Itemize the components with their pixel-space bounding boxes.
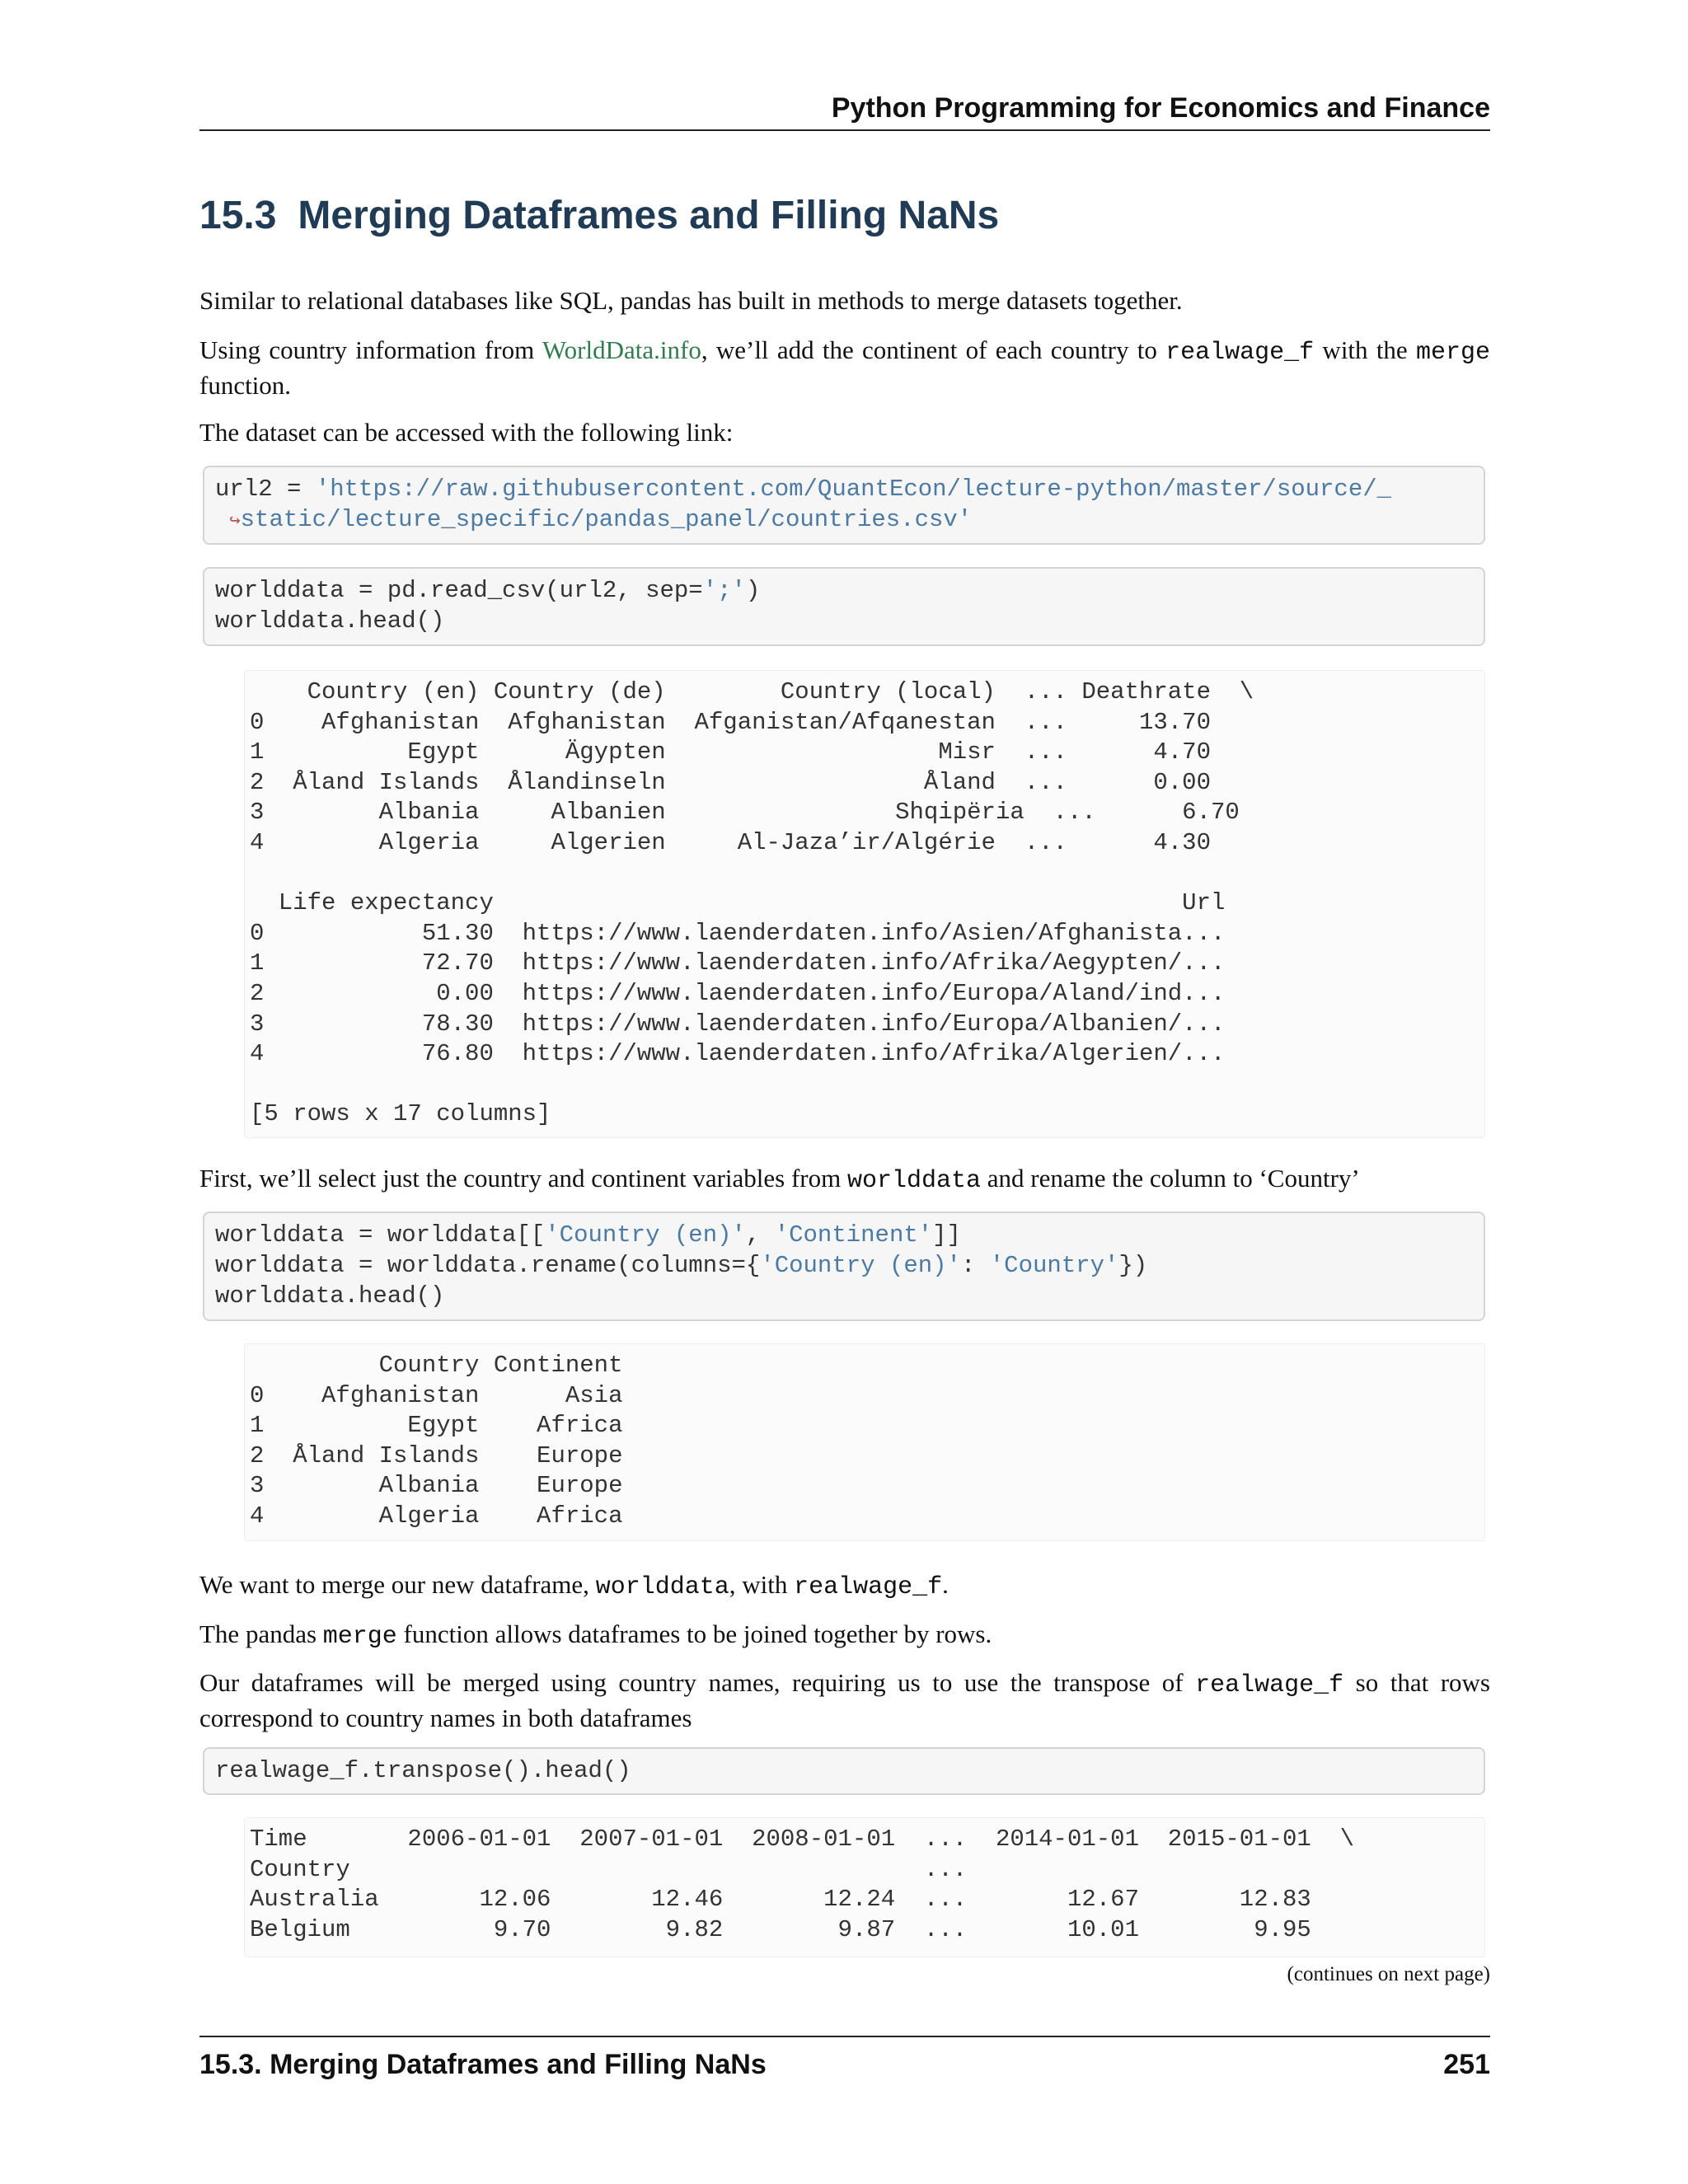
code-line: realwage_f.transpose().head() bbox=[215, 1757, 631, 1784]
inline-code: merge bbox=[322, 1623, 397, 1651]
output-text: Time 2006-01-01 2007-01-01 2008-01-01 ... 2014-01-01 2015-01-01 \ Country ... Australia 12.06 12.46 12.24 ... 12.67 12.83 Belgium 9.70 9.82 9.87 ... 10.01 9.95 bbox=[250, 1825, 1355, 1943]
section-number: 15.3 bbox=[199, 194, 277, 237]
code-line: worlddata = pd.read_csv(url2, sep=';') bbox=[215, 577, 761, 604]
paragraph-intro: Similar to relational databases like SQL, pandas has built in methods to merge datasets together. bbox=[199, 286, 1183, 315]
code-cell-read-csv[interactable] bbox=[203, 567, 1485, 646]
line-continuation-icon: ↪ bbox=[229, 511, 241, 532]
paragraph-select-columns: First, we’ll select just the country and continent variables from worlddata and rename the column to ‘Country’ bbox=[199, 1164, 1360, 1195]
header-rule bbox=[199, 129, 1490, 131]
page-number: 251 bbox=[1443, 2049, 1490, 2080]
code-cell-transpose[interactable] bbox=[203, 1747, 1485, 1795]
code-line: worlddata.head() bbox=[215, 1282, 445, 1310]
inline-code: worlddata bbox=[595, 1573, 729, 1601]
output-worlddata-head bbox=[244, 670, 1485, 1138]
code-line: url2 = 'https://raw.githubusercontent.com/QuantEcon/lecture-python/master/source/_ bbox=[215, 476, 1392, 503]
inline-code: realwage_f bbox=[1165, 339, 1315, 367]
section-title-text: Merging Dataframes and Filling NaNs bbox=[298, 194, 1000, 237]
inline-code: merge bbox=[1415, 339, 1490, 367]
code-cell-url[interactable] bbox=[203, 466, 1485, 545]
code-line: ↪static/lecture_specific/pandas_panel/countries.csv' bbox=[229, 506, 973, 533]
paragraph-transpose: Our dataframes will be merged using country names, requiring us to use the transpose of realwage_f so that rows correspond to country names in both dataframes bbox=[199, 1668, 1490, 1732]
output-worlddata-subset bbox=[244, 1343, 1485, 1541]
code-line: worlddata = worlddata.rename(columns={'Country (en)': 'Country'}) bbox=[215, 1252, 1148, 1279]
document-page bbox=[199, 0, 1490, 2184]
paragraph-worlddata: Using country information from WorldData.info, we’ll add the continent of each country to realwage_f with the merge function. bbox=[199, 335, 1490, 400]
running-header: Python Programming for Economics and Finance bbox=[831, 92, 1490, 124]
footer-rule bbox=[199, 2036, 1490, 2037]
footer-section: 15.3. Merging Dataframes and Filling NaNs bbox=[199, 2049, 767, 2080]
paragraph-dataset-link: The dataset can be accessed with the following link: bbox=[199, 418, 734, 447]
output-transpose-head bbox=[244, 1817, 1485, 1957]
worlddata-link[interactable]: WorldData.info bbox=[542, 335, 701, 364]
inline-code: realwage_f bbox=[794, 1573, 943, 1601]
inline-code: worlddata bbox=[847, 1167, 982, 1195]
code-cell-rename[interactable] bbox=[203, 1212, 1485, 1321]
paragraph-merge-function: The pandas merge function allows dataframes to be joined together by rows. bbox=[199, 1619, 992, 1651]
continues-note: (continues on next page) bbox=[1287, 1963, 1490, 1985]
output-text: Country Continent 0 Afghanistan Asia 1 Egypt Africa 2 Åland Islands Europe 3 Albania Europe 4 Algeria Africa bbox=[250, 1352, 623, 1530]
section-title bbox=[199, 193, 999, 238]
inline-code: realwage_f bbox=[1195, 1671, 1344, 1699]
code-line: worlddata = worlddata[['Country (en)', 'Continent']] bbox=[215, 1221, 961, 1249]
output-text: Country (en) Country (de) Country (local) ... Deathrate \ 0 Afghanistan Afghanistan Afganistan/Afqanestan ... 13.70 1 Egypt Ägypten Misr ... 4.70 2 Åland Islands Ålandinseln Åland ... 0.00 3 Albania Albanien Shqipëria ... 6.70 4 Algeria Algerien Al-Jaza’ir/Algérie ... 4.30 Life expectancy Url 0 51.30 https://www.laenderdaten.info/Asien/Afghanista... 1 72.70 https://www.laenderdaten.info/Afrika/Aegypten/... 2 0.00 https://www.laenderdaten.info/Europa/Aland/ind... 3 78.30 https://www.laenderdaten.info/Europa/Albanien/... 4 76.80 https://www.laenderdaten.info/Afrika/Algerien/... [5 rows x 17 columns] bbox=[250, 678, 1254, 1128]
code-line: worlddata.head() bbox=[215, 607, 445, 635]
paragraph-merge-goal: We want to merge our new dataframe, worlddata, with realwage_f. bbox=[199, 1570, 949, 1601]
